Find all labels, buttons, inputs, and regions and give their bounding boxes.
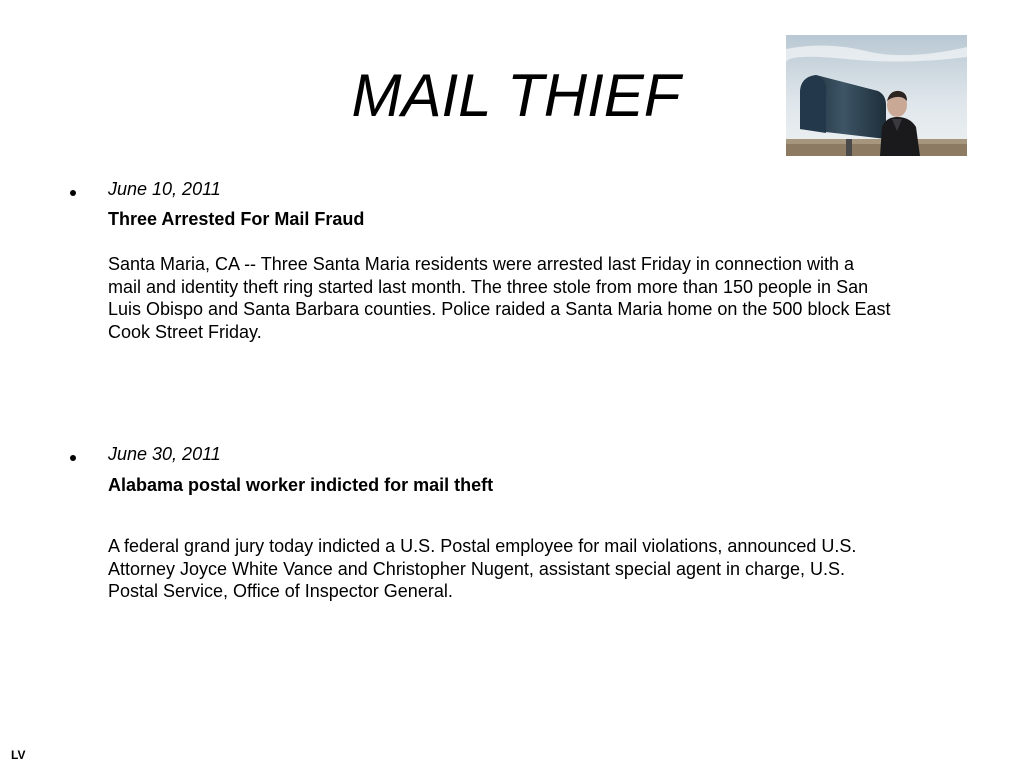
mailbox-photo-graphic <box>786 35 967 156</box>
news-body-line: Santa Maria, CA -- Three Santa Maria residents were arrested last Friday in connection with a <box>108 254 855 274</box>
news-body <box>108 535 988 603</box>
news-body-line: Postal Service, Office of Inspector General. <box>108 581 453 601</box>
news-date: June 10, 2011 <box>108 179 221 199</box>
slide-title: MAIL THIEF <box>351 62 681 129</box>
news-body-line: A federal grand jury today indicted a U.S. Postal employee for mail violations, announced U.S. <box>108 536 857 556</box>
news-headline: Three Arrested For Mail Fraud <box>108 209 365 229</box>
news-body-line: mail and identity theft ring started last month. The three stole from more than 150 people in San <box>108 276 869 297</box>
news-body-line: Luis Obispo and Santa Barbara counties. Police raided a Santa Maria home on the 500 block East <box>108 299 891 319</box>
news-body <box>108 253 988 343</box>
news-body-line: Cook Street Friday. <box>108 321 262 342</box>
bullet-icon <box>70 190 76 196</box>
footer-initials: LV <box>11 748 26 762</box>
news-date: June 30, 2011 <box>108 444 221 464</box>
bullet-icon <box>70 455 76 461</box>
mailbox-photo <box>786 35 967 156</box>
news-headline: Alabama postal worker indicted for mail theft <box>108 475 494 495</box>
news-body-line: Attorney Joyce White Vance and Christopher Nugent, assistant special agent in charge, U.S. <box>108 558 846 579</box>
